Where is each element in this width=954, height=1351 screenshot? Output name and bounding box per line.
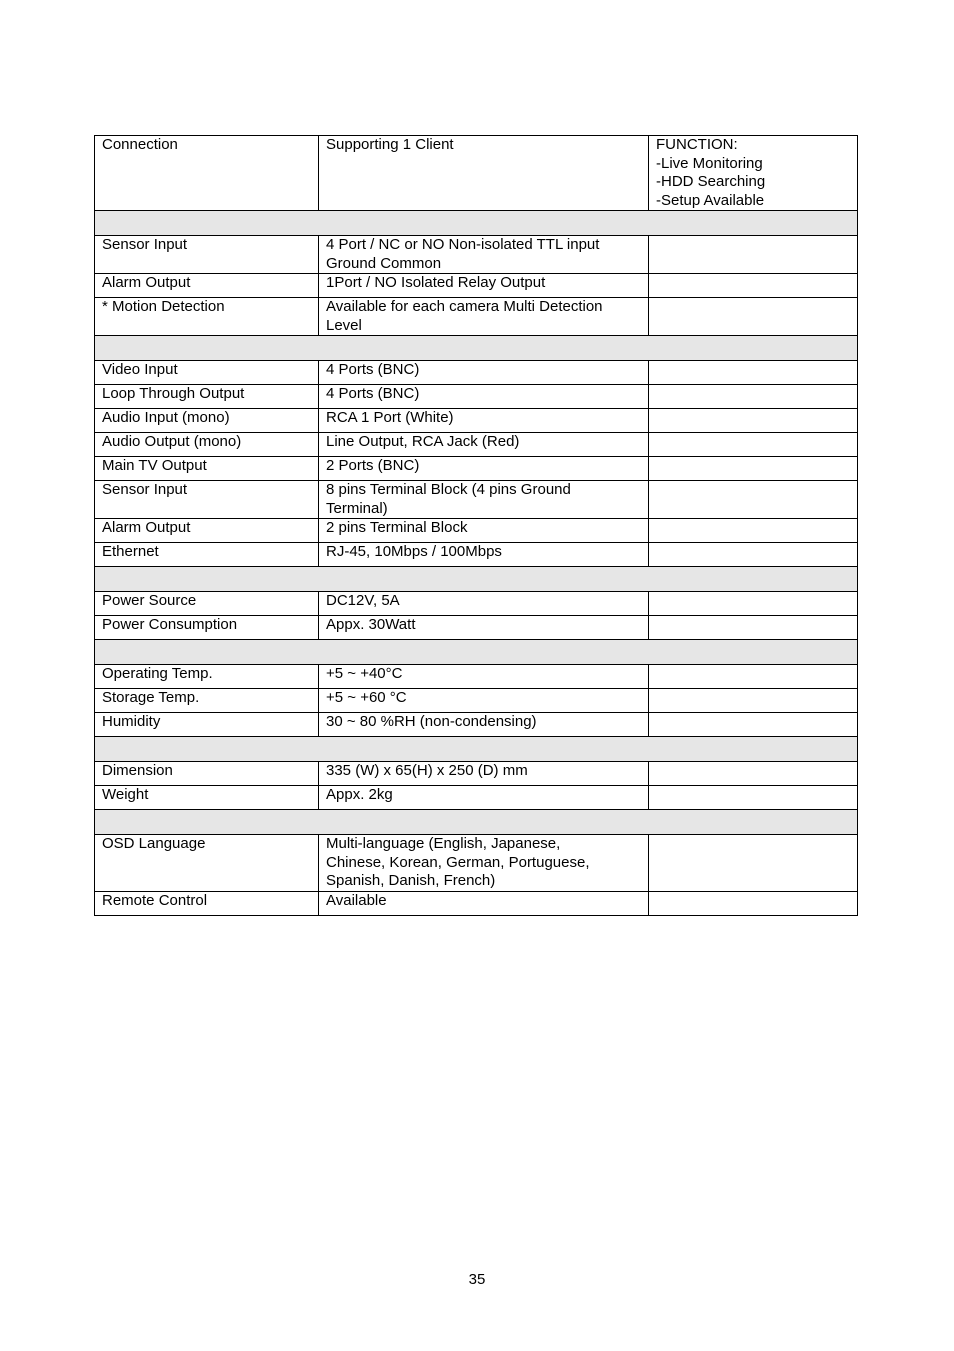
spec-label: Sensor Input xyxy=(95,481,319,519)
spec-label: Dimension xyxy=(95,762,319,786)
spec-value: 1Port / NO Isolated Relay Output xyxy=(319,274,649,298)
spec-label: Power Consumption xyxy=(95,616,319,640)
spec-value: RJ-45, 10Mbps / 100Mbps xyxy=(319,543,649,567)
spec-value: 8 pins Terminal Block (4 pins Ground Terminal) xyxy=(319,481,649,519)
table-row xyxy=(95,762,858,786)
table-row xyxy=(95,786,858,810)
table-row xyxy=(95,543,858,567)
table-row xyxy=(95,481,858,519)
spec-value: 4 Ports (BNC) xyxy=(319,385,649,409)
spec-value: 4 Ports (BNC) xyxy=(319,361,649,385)
spec-note xyxy=(649,786,858,810)
spec-note xyxy=(649,274,858,298)
spec-value: Appx. 30Watt xyxy=(319,616,649,640)
spec-label: Sensor Input xyxy=(95,236,319,274)
spec-value: RCA 1 Port (White) xyxy=(319,409,649,433)
table-row xyxy=(95,136,858,211)
spec-value: 2 pins Terminal Block xyxy=(319,519,649,543)
spec-value: 30 ~ 80 %RH (non-condensing) xyxy=(319,713,649,737)
spec-label: OSD Language xyxy=(95,835,319,892)
spec-label: Operating Temp. xyxy=(95,665,319,689)
spec-label: Ethernet xyxy=(95,543,319,567)
spec-note xyxy=(649,433,858,457)
spec-label: Storage Temp. xyxy=(95,689,319,713)
table-row xyxy=(95,385,858,409)
table-row xyxy=(95,409,858,433)
spec-note xyxy=(649,762,858,786)
section-separator-row xyxy=(95,640,858,665)
spec-value: Appx. 2kg xyxy=(319,786,649,810)
spec-note xyxy=(649,481,858,519)
spec-label: Weight xyxy=(95,786,319,810)
spec-label: Loop Through Output xyxy=(95,385,319,409)
spec-note xyxy=(649,835,858,892)
spec-value: 4 Port / NC or NO Non-isolated TTL input Ground Common xyxy=(319,236,649,274)
spec-note xyxy=(649,713,858,737)
spec-note xyxy=(649,298,858,336)
spec-note xyxy=(649,891,858,915)
spec-value: Multi-language (English, Japanese, Chinese, Korean, German, Portuguese, Spanish, Danish, French) xyxy=(319,835,649,892)
spec-note xyxy=(649,385,858,409)
table-row xyxy=(95,713,858,737)
spec-label: Remote Control xyxy=(95,891,319,915)
spec-value: 335 (W) x 65(H) x 250 (D) mm xyxy=(319,762,649,786)
spec-value: Available for each camera Multi Detection Level xyxy=(319,298,649,336)
spec-note xyxy=(649,592,858,616)
spec-label: Alarm Output xyxy=(95,274,319,298)
spec-note xyxy=(649,689,858,713)
spec-value: DC12V, 5A xyxy=(319,592,649,616)
spec-value: Supporting 1 Client xyxy=(319,136,649,211)
spec-label: Video Input xyxy=(95,361,319,385)
spec-note xyxy=(649,361,858,385)
spec-value: Line Output, RCA Jack (Red) xyxy=(319,433,649,457)
spec-label: Humidity xyxy=(95,713,319,737)
section-separator-row xyxy=(95,810,858,835)
spec-value: 2 Ports (BNC) xyxy=(319,457,649,481)
table-row xyxy=(95,592,858,616)
spec-label: Power Source xyxy=(95,592,319,616)
spec-note xyxy=(649,457,858,481)
spec-label: Main TV Output xyxy=(95,457,319,481)
spec-note xyxy=(649,616,858,640)
table-row xyxy=(95,519,858,543)
spec-table xyxy=(94,135,858,916)
spec-label: Audio Output (mono) xyxy=(95,433,319,457)
section-separator-row xyxy=(95,336,858,361)
spec-label: * Motion Detection xyxy=(95,298,319,336)
spec-note xyxy=(649,543,858,567)
table-row xyxy=(95,665,858,689)
spec-value: +5 ~ +60 °C xyxy=(319,689,649,713)
spec-label: Connection xyxy=(95,136,319,211)
table-row xyxy=(95,274,858,298)
section-separator-row xyxy=(95,211,858,236)
spec-note xyxy=(649,665,858,689)
spec-label: Alarm Output xyxy=(95,519,319,543)
spec-note: FUNCTION: -Live Monitoring -HDD Searching -Setup Available xyxy=(649,136,858,211)
table-row xyxy=(95,891,858,915)
table-row xyxy=(95,689,858,713)
table-row xyxy=(95,433,858,457)
spec-note xyxy=(649,236,858,274)
page-number: 35 xyxy=(468,1271,486,1288)
section-separator-row xyxy=(95,567,858,592)
spec-note xyxy=(649,409,858,433)
spec-value: +5 ~ +40°C xyxy=(319,665,649,689)
section-separator-row xyxy=(95,737,858,762)
table-row xyxy=(95,361,858,385)
spec-label: Audio Input (mono) xyxy=(95,409,319,433)
table-row xyxy=(95,616,858,640)
spec-value: Available xyxy=(319,891,649,915)
table-row xyxy=(95,835,858,892)
table-row xyxy=(95,236,858,274)
spec-note xyxy=(649,519,858,543)
table-row xyxy=(95,457,858,481)
table-row xyxy=(95,298,858,336)
